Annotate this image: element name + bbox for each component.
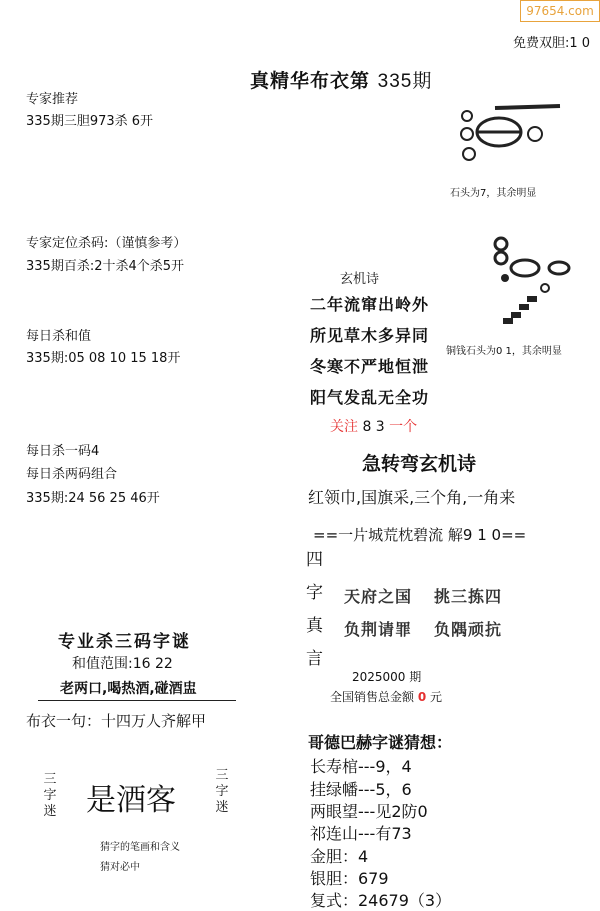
daily-kill-line2: 每日杀两码组合 [26, 467, 118, 482]
follow-suffix: 一个 [389, 419, 418, 435]
side-label-left: 三字迷 [43, 772, 57, 819]
godel-line: 金胆：4 [310, 847, 369, 866]
pro-riddle-title: 专业杀三码字谜 [58, 632, 191, 652]
sales-label: 全国销售总金额 [330, 690, 415, 704]
four-char-phrase: 负隅顽抗 [434, 620, 503, 639]
daily-kill-line1: 每日杀一码4 [26, 444, 100, 459]
four-char-phrase: 挑三拣四 [434, 587, 503, 606]
site-tag[interactable]: 97654.com [520, 0, 600, 22]
godel-line: 挂绿幡---5，6 [310, 780, 412, 799]
sales-amount: 0 [417, 690, 427, 704]
divider [38, 700, 236, 701]
sum-range: 和值范围:16 22 [72, 656, 173, 672]
sales-unit: 元 [430, 690, 443, 704]
turn-poem-riddle: 红领巾,国旗采,三个角,一角来 [308, 488, 516, 507]
turn-poem-piece: ==一片城荒枕碧流 解9 1 0== [313, 526, 527, 544]
daily-kill-line3: 335期:24 56 25 46开 [26, 491, 160, 506]
follow-label: 关注 [330, 419, 358, 435]
follow-digits: 8 3 [362, 419, 385, 435]
riddle-answer: 是酒客 [86, 783, 176, 818]
godel-heading: 哥德巴赫字谜猜想： [308, 733, 453, 752]
godel-line: 两眼望---见2防0 [310, 802, 428, 821]
turn-poem-title: 急转弯玄机诗 [362, 453, 477, 475]
position-kill-line: 335期百杀:2十杀4个杀5开 [26, 259, 185, 274]
poem-line: 二年流窜出岭外 [310, 295, 430, 314]
title-issue: 335期 [377, 71, 433, 92]
title-text: 真精华布衣第 [250, 70, 371, 92]
godel-line: 复式：24679（3） [310, 891, 452, 910]
daily-sum-heading: 每日杀和值 [26, 329, 92, 344]
godel-line: 银胆：679 [310, 869, 389, 888]
four-char-label: 言 [306, 649, 323, 669]
poem-line: 冬寒不严地恒泄 [310, 357, 430, 376]
hint-line-1: 猜字的笔画和含义 [100, 842, 180, 853]
position-kill-heading: 专家定位杀码:（谨慎参考） [26, 236, 187, 251]
daily-sum-line: 335期:05 08 10 15 18开 [26, 351, 181, 366]
four-char-label: 四 [306, 550, 323, 570]
expert-line: 335期三胆973杀 6开 [26, 114, 154, 129]
poem-heading: 玄机诗 [340, 272, 380, 287]
sales-total [330, 688, 442, 705]
four-char-label: 真 [306, 616, 323, 636]
poem-line: 阳气发乱无全功 [310, 388, 430, 407]
godel-line: 祁连山---有73 [310, 824, 412, 843]
free-pair: 免费双胆:1 0 [512, 36, 590, 51]
stone-picture-2 [485, 232, 585, 327]
side-label-right: 三字迷 [215, 768, 229, 815]
follow-line [330, 416, 417, 436]
cloth-line: 布衣一句：十四万人齐解甲 [26, 712, 207, 730]
stone-picture-1 [455, 100, 565, 170]
four-char-phrase: 天府之国 [344, 587, 413, 606]
expert-heading: 专家推荐 [26, 92, 79, 107]
four-char-label: 字 [306, 583, 323, 603]
poem-line: 所见草木多异同 [310, 326, 430, 345]
hint-line-2: 猜对必中 [100, 862, 140, 873]
stone-caption-1: 石头为7，其余明显 [450, 188, 537, 199]
period-number: 2025000 期 [352, 670, 422, 684]
page-title [250, 66, 432, 93]
four-char-phrase: 负荆请罪 [344, 620, 413, 639]
stone-caption-2: 铜钱石头为0 1，其余明显 [446, 346, 562, 357]
godel-line: 长寿棺---9，4 [310, 757, 412, 776]
pro-riddle-text: 老两口,喝热酒,碰酒盅 [60, 681, 197, 697]
